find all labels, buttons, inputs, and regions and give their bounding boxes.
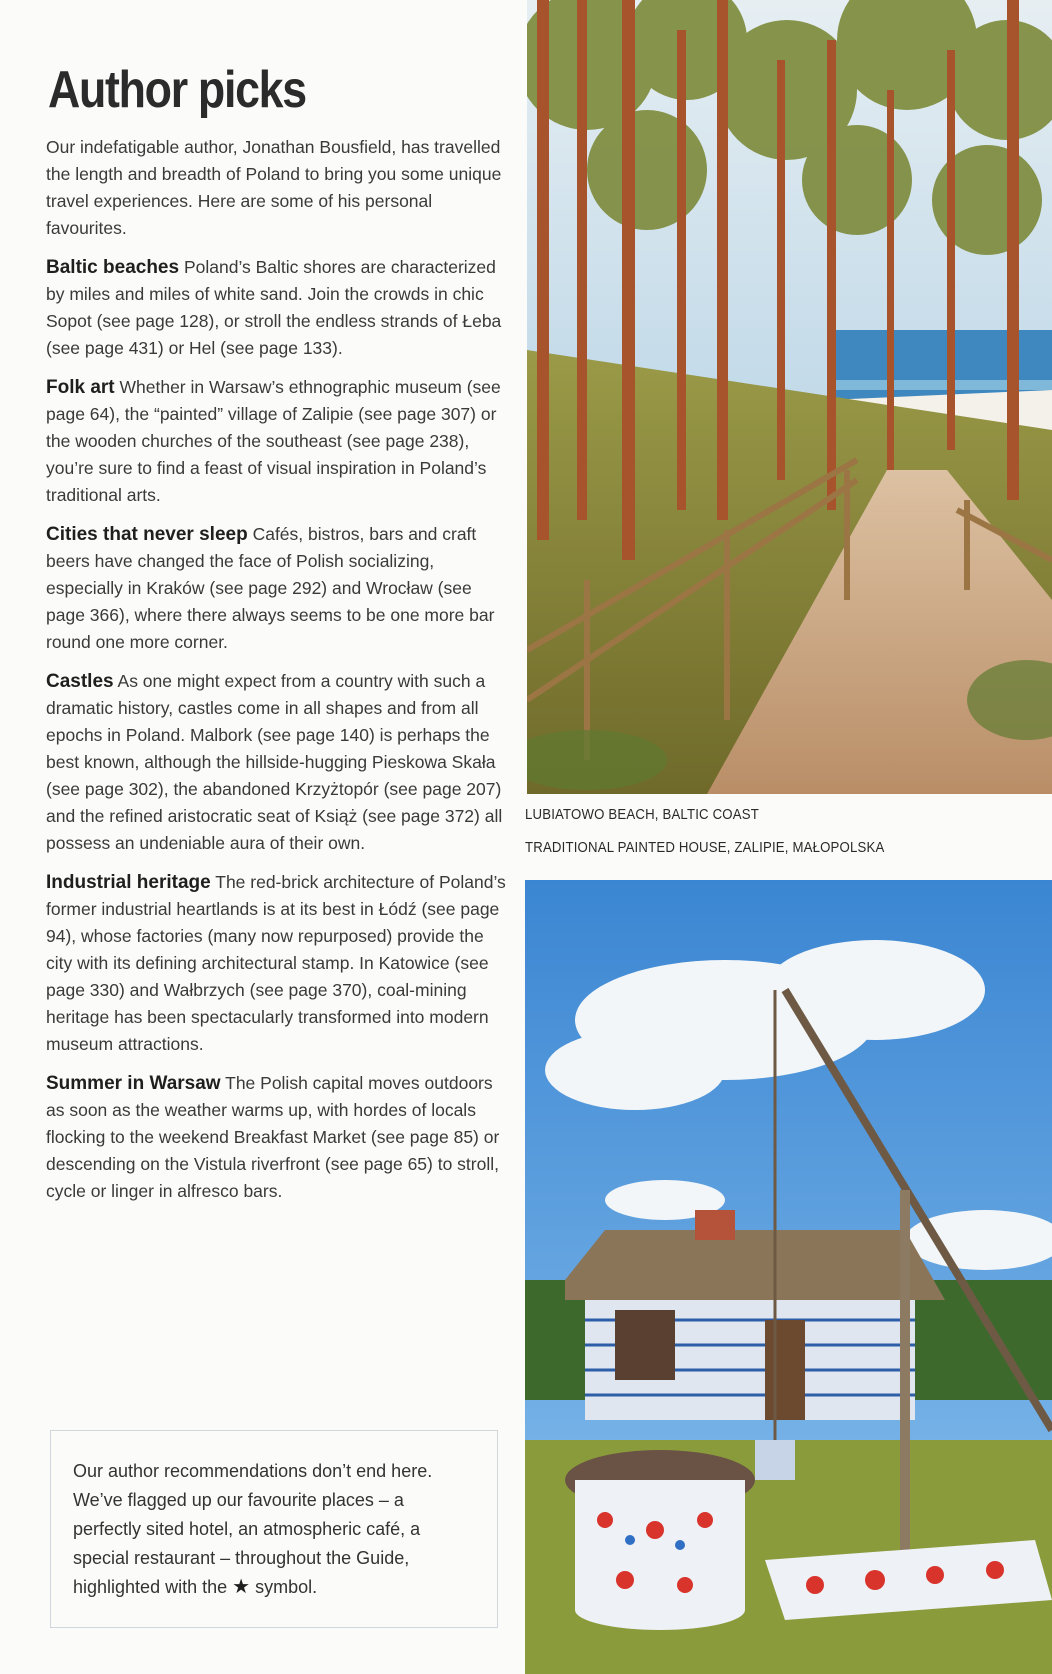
author-recommendations-callout	[50, 1430, 498, 1628]
caption-beach: LUBIATOWO BEACH, BALTIC COAST	[525, 806, 759, 823]
pick-text: Cafés, bistros, bars and craft beers have changed the face of Polish socializing, especially in Kraków (see page 292) and Wrocław (see page 366), where there always seems to be one more bar round one more corner.	[46, 524, 495, 652]
pick-heading: Industrial heritage	[46, 872, 211, 893]
intro-paragraph: Our indefatigable author, Jonathan Bousfield, has travelled the length and breadth of Poland to bring you some unique travel experiences. Here are some of his personal favourites.	[46, 137, 502, 238]
star-icon: ★	[232, 1576, 251, 1598]
pick-text: The Polish capital moves outdoors as soon as the weather warms up, with hordes of locals flocking to the weekend Breakfast Market (see page 85) or descending on the Vistula riverfront (see page 65) to stroll, cycle or linger in alfresco bars.	[46, 1073, 500, 1201]
callout-text-before: Our author recommendations don’t end here. We’ve flagged up our favourite places – a perfectly sited hotel, an atmospheric café, a special restaurant – throughout the Guide, highlighted with the	[73, 1461, 433, 1597]
pick-heading: Folk art	[46, 377, 115, 398]
pick-cities	[46, 521, 510, 656]
pick-summer-warsaw	[46, 1070, 510, 1205]
pick-heading: Summer in Warsaw	[46, 1073, 221, 1094]
author-picks-column	[40, 60, 510, 1217]
painted-house-photo	[525, 880, 1052, 1674]
callout-text-after: symbol.	[255, 1577, 318, 1597]
pick-castles	[46, 668, 510, 857]
pick-baltic-beaches	[46, 254, 510, 362]
photo-captions	[525, 806, 1045, 872]
pick-text: Whether in Warsaw’s ethnographic museum (see page 64), the “painted” village of Zalipie (see page 307) or the wooden churches of the southeast (see page 238), you’re sure to find a feast of visual inspiration in Poland’s traditional arts.	[46, 377, 501, 505]
forest-beach-photo	[527, 0, 1052, 794]
pick-heading: Castles	[46, 671, 114, 692]
caption-house: TRADITIONAL PAINTED HOUSE, ZALIPIE, MAŁOPOLSKA	[525, 839, 885, 856]
pick-text: The red-brick architecture of Poland’s former industrial heartlands is at its best in Łódź (see page 94), whose factories (many now repurposed) provide the city with its defining architectural stamp. In Katowice (see page 330) and Wałbrzych (see page 370), coal-mining heritage has been spectacularly transformed into modern museum attractions.	[46, 872, 506, 1054]
pick-text: Poland’s Baltic shores are characterized by miles and miles of white sand. Join the crowds in chic Sopot (see page 128), or stroll the endless strands of Łeba (see page 431) or Hel (see page 133).	[46, 257, 502, 358]
pick-text: As one might expect from a country with such a dramatic history, castles come in all shapes and from all epochs in Poland. Malbork (see page 140) is perhaps the best known, although the hillside-hugging Pieskowa Skała (see page 302), the abandoned Krzyżtopór (see page 207) and the refined aristocratic seat of Książ (see page 372) all possess an undeniable aura of their own.	[46, 671, 503, 853]
pick-folk-art	[46, 374, 510, 509]
pick-heading: Cities that never sleep	[46, 524, 248, 545]
page-title: Author picks	[48, 61, 306, 119]
callout-text	[73, 1457, 475, 1602]
pick-industrial-heritage	[46, 869, 510, 1058]
pick-heading: Baltic beaches	[46, 257, 180, 278]
